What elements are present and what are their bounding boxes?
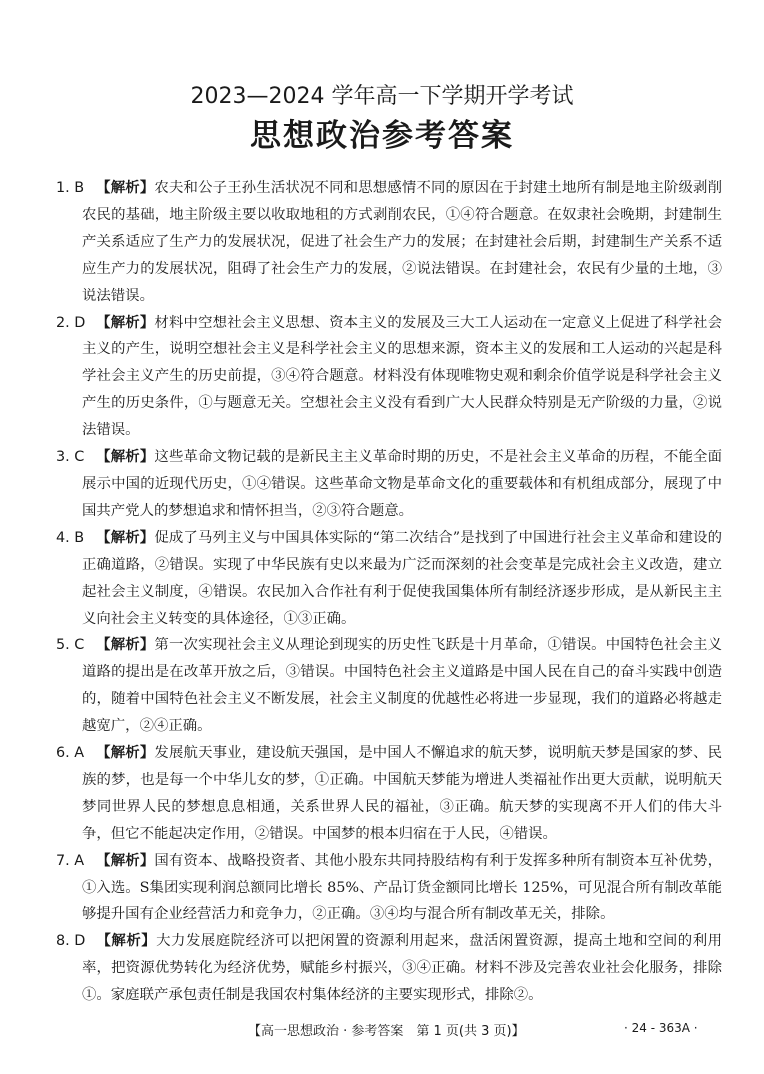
analysis-text: 农夫和公子王孙生活状况不同和思想感情不同的原因在于封建土地所有制是地主阶级剥削农民的基础，地主阶级主要以收取地租的方式剥削农民，①④符合题意。在奴隶社会晚期，封建制生产关系适应了生产力的发展状况，促进了社会生产力的发展；在封建社会后期，封建制生产关系不适应生产力的发展状况，阻碍了社会生产力的发展，②说法错误。在封建社会，农民有少量的土地，③说法错误。 xyxy=(82,180,722,304)
page-footer xyxy=(0,1020,764,1040)
answer-number: 7. A xyxy=(56,852,85,869)
answer-number: 5. C xyxy=(56,637,85,654)
analysis-tag: 【解析】 xyxy=(96,637,155,654)
analysis-text: 发展航天事业，建设航天强国，是中国人不懈追求的航天梦，说明航天梦是国家的梦、民族的梦，也是每一个中华儿女的梦，①正确。中国航天梦能为增进人类福祉作出更大贡献，说明航天梦同世界人民的梦想息息相通，关系世界人民的福祉，③正确。航天梦的实现离不开人们的伟大斗争，但它不能起决定作用，②错误。中国梦的根本归宿在于人民，④错误。 xyxy=(82,745,722,842)
analysis-text: 材料中空想社会主义思想、资本主义的发展及三大工人运动在一定意义上促进了科学社会主义的产生，说明空想社会主义是科学社会主义的思想来源，资本主义的发展和工人运动的兴起是科学社会主义产生的历史前提，③④符合题意。材料没有体现唯物史观和剩余价值学说是科学社会主义产生的历史条件，①与题意无关。空想社会主义没有看到广大人民群众特别是无产阶级的力量，②说法错误。 xyxy=(82,314,722,439)
analysis-text: 大力发展庭院经济可以把闲置的资源利用起来，盘活闲置资源，提高土地和空间的利用率，把资源优势转化为经济优势，赋能乡村振兴，③④正确。材料不涉及完善农业社会化服务，排除①。家庭联产承包责任制是我国农村集体经济的主要实现形式，排除②。 xyxy=(82,933,722,1004)
answer-list xyxy=(56,175,722,1009)
answer-item xyxy=(56,928,722,1009)
page-header xyxy=(0,82,764,158)
analysis-text: 国有资本、战略投资者、其他小股东共同持股结构有利于发挥多种所有制资本互补优势，①入选。S集团实现利润总额同比增长 85%、产品订货金额同比增长 125%，可见混合所有制改革能够提升国有企业经营活力和竞争力，②正确。③④均与混合所有制改革无关，排除。 xyxy=(82,852,722,923)
answer-item xyxy=(56,310,722,445)
analysis-tag: 【解析】 xyxy=(96,933,157,950)
answer-number: 6. A xyxy=(56,745,85,762)
analysis-tag: 【解析】 xyxy=(96,852,155,869)
answer-number: 8. D xyxy=(56,933,86,950)
answer-number: 4. B xyxy=(56,529,85,546)
answer-item xyxy=(56,740,722,848)
answer-item xyxy=(56,632,722,740)
document-title: 思想政治参考答案 xyxy=(250,118,514,154)
answer-number: 3. C xyxy=(56,449,85,466)
analysis-text: 第一次实现社会主义从理论到现实的历史性飞跃是十月革命，①错误。中国特色社会主义道路的提出是在改革开放之后，③错误。中国特色社会主义道路是中国人民在自己的奋斗实践中创造的，随着中国特色社会主义不断发展，社会主义制度的优越性必将进一步显现，我们的道路必将越走越宽广，②④正确。 xyxy=(82,637,722,735)
answer-item xyxy=(56,525,722,633)
footer-page-info: 【高一思想政治 · 参考答案 第 1 页(共 3 页)】 xyxy=(248,1024,525,1039)
answer-item xyxy=(56,175,722,310)
footer-code: · 24 - 363A · xyxy=(624,1021,698,1035)
answer-item xyxy=(56,444,722,525)
analysis-tag: 【解析】 xyxy=(96,529,155,546)
analysis-tag: 【解析】 xyxy=(96,180,155,196)
analysis-tag: 【解析】 xyxy=(96,745,155,762)
answer-number: 2. D xyxy=(56,314,86,331)
analysis-text: 促成了马列主义与中国具体实际的“第二次结合”是找到了中国进行社会主义革命和建设的正确道路，②错误。实现了中华民族有史以来最为广泛而深刻的社会变革是完成社会主义改造，建立起社会主义制度，④错误。农民加入合作社有利于促使我国集体所有制经济逐步形成，是从新民主主义向社会主义转变的具体途径，①③正确。 xyxy=(82,529,722,627)
exam-title: 2023—2024 学年高一下学期开学考试 xyxy=(190,84,574,109)
analysis-tag: 【解析】 xyxy=(96,449,155,466)
analysis-tag: 【解析】 xyxy=(96,314,155,331)
analysis-text: 这些革命文物记载的是新民主主义革命时期的历史，不是社会主义革命的历程，不能全面展示中国的近现代历史，①④错误。这些革命文物是革命文化的重要载体和有机组成部分，展现了中国共产党人的梦想追求和情怀担当，②③符合题意。 xyxy=(82,449,722,519)
answer-item xyxy=(56,848,722,929)
answer-number: 1. B xyxy=(56,180,85,196)
